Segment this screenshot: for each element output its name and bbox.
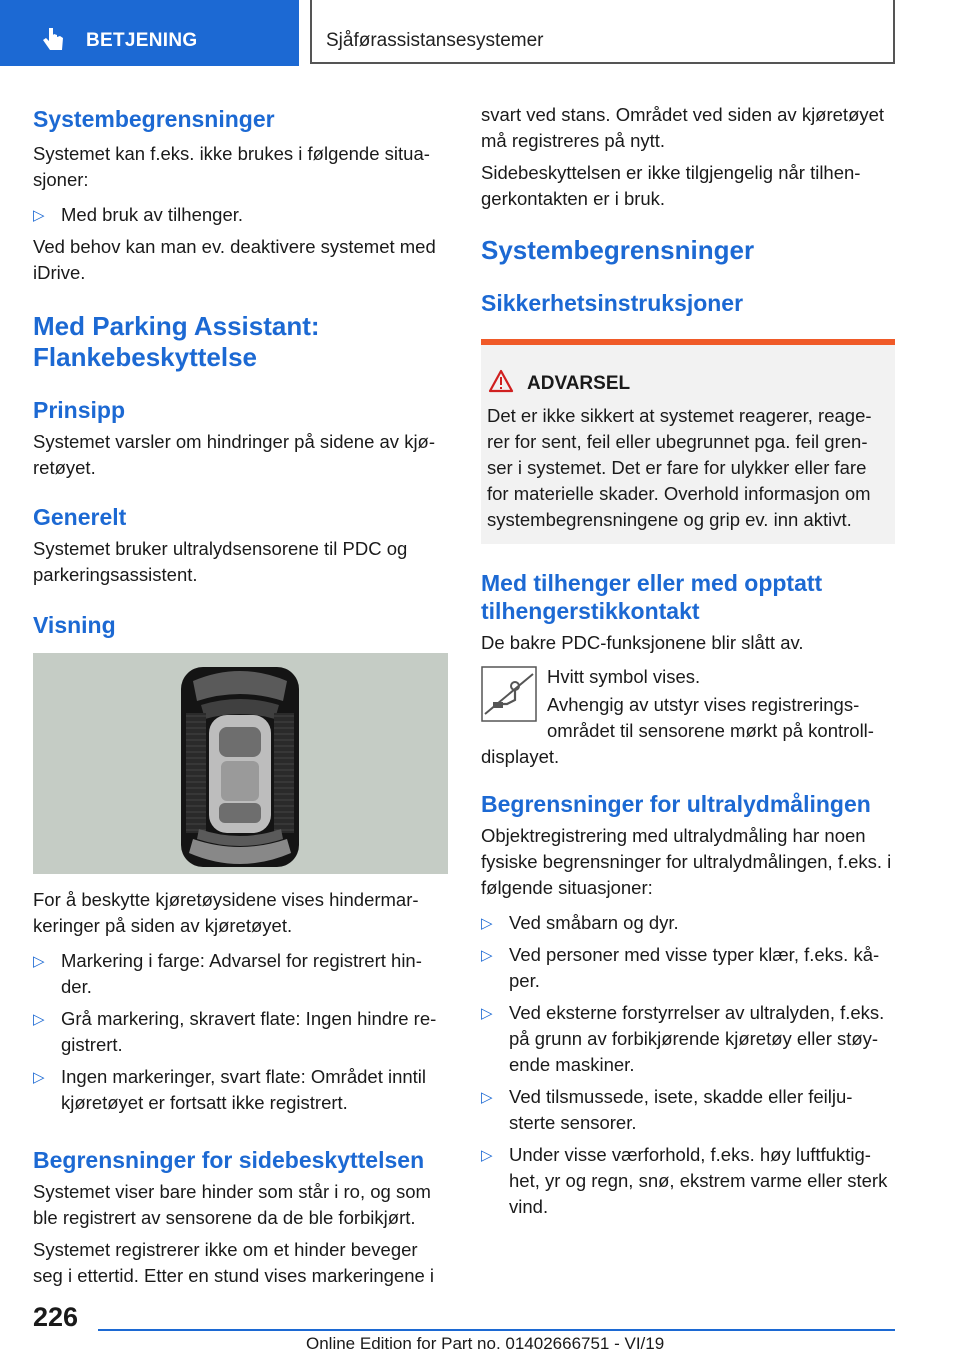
warning-box <box>481 339 895 544</box>
section-tab-label: BETJENING <box>86 30 198 51</box>
list-item-text: Ved eksterne forstyrrelser av ultralyden, f.eks. på grunn av forbikjørende kjøretøy eller støy-ende maskiner. <box>509 1002 885 1075</box>
heading-generelt: Generelt <box>33 504 127 530</box>
heading-systembegrensninger: Systembegrensninger <box>33 106 275 132</box>
list-item <box>33 1064 448 1116</box>
paragraph: Systemet bruker ultralydsensorene til PDC og parkeringsassistent. <box>33 538 408 585</box>
list-item-text: Ved småbarn og dyr. <box>509 912 679 933</box>
bullet-triangle-icon: ▷ <box>33 953 45 970</box>
heading-prinsipp: Prinsipp <box>33 397 126 423</box>
heading-parking-assistant <box>33 311 448 373</box>
list-item <box>33 1006 448 1058</box>
list-item <box>33 202 448 228</box>
paragraph: Hvitt symbol vises. <box>547 666 701 687</box>
list-item-text: Med bruk av tilhenger. <box>61 204 244 225</box>
page-number: 226 <box>33 1302 79 1332</box>
list-item <box>481 910 895 936</box>
list-item <box>481 1084 895 1136</box>
footer-divider <box>98 1329 895 1331</box>
chapter-title: Sjåførassistansesystemer <box>326 30 544 51</box>
list-item-text: Ingen markeringer, svart flate: Området inntil kjøretøyet er fortsatt ikke registrert. <box>61 1066 427 1113</box>
heading-visning: Visning <box>33 612 116 638</box>
paragraph: Avhengig av utstyr vises registrerings- <box>547 694 860 715</box>
left-column <box>33 100 448 1289</box>
heading-line: Flankebeskyttelse <box>33 342 258 372</box>
list-item <box>481 942 895 994</box>
paragraph: Objektregistrering med ultralydmåling har noen fysiske begrensninger for ultralydmålingen, f.eks. i følgende situasjoner: <box>481 825 892 898</box>
list-item-text: Ved tilsmussede, isete, skadde eller feilju-sterte sensorer. <box>509 1086 853 1133</box>
symbol-block <box>481 664 895 768</box>
trailer-hitch-icon <box>481 666 537 722</box>
warning-title: ADVARSEL <box>527 373 631 394</box>
heading-systembegrensninger: Systembegrensninger <box>481 235 755 265</box>
paragraph: Systemet viser bare hinder som står i ro, og som ble registrert av sensorene da de ble forbikjørt. <box>33 1181 431 1228</box>
bullet-triangle-icon: ▷ <box>481 1147 493 1164</box>
paragraph: Sidebeskyttelsen er ikke tilgjengelig når tilhen-gerkontakten er i bruk. <box>481 162 861 209</box>
car-display-illustration <box>33 653 448 874</box>
right-column <box>481 100 895 1220</box>
section-tab <box>0 0 299 66</box>
bullet-triangle-icon: ▷ <box>33 1069 45 1086</box>
heading-tilhenger <box>481 569 895 625</box>
heading-line: Med tilhenger eller med opptatt <box>481 570 823 596</box>
paragraph: For å beskytte kjøretøysidene vises hindermar-keringer på siden av kjøretøyet. <box>33 889 419 936</box>
bullet-triangle-icon: ▷ <box>481 1005 493 1022</box>
heading-sikkerhetsinstruksjoner: Sikkerhetsinstruksjoner <box>481 290 744 316</box>
list-item <box>481 1142 895 1220</box>
bullet-triangle-icon: ▷ <box>33 207 45 224</box>
list-item <box>33 948 448 1000</box>
bullet-triangle-icon: ▷ <box>33 1011 45 1028</box>
heading-line: Med Parking Assistant: <box>33 311 320 341</box>
list-item-text: Markering i farge: Advarsel for registrert hin-der. <box>61 950 422 997</box>
paragraph: området til sensorene mørkt på kontroll- <box>547 720 874 741</box>
paragraph: svart ved stans. Området ved siden av kjøretøyet må registreres på nytt. <box>481 104 885 151</box>
paragraph: Systemet registrerer ikke om et hinder beveger seg i ettertid. Etter en stund vises markeringene i <box>33 1239 435 1286</box>
list-item-text: Grå markering, skravert flate: Ingen hindre re-gistrert. <box>61 1008 437 1055</box>
hand-icon <box>40 26 66 54</box>
heading-begrensninger-sidebeskyttelse: Begrensninger for sidebeskyttelsen <box>33 1147 425 1173</box>
warning-text: Det er ikke sikkert at systemet reagerer, reage-rer for sent, feil eller ubegrunnet pga. feil gren-ser i systemet. Det er fare for ulykker eller fare for materielle skader. Overhold informasjon om systembegrensningene og grip ev. inn aktivt. <box>487 405 872 530</box>
paragraph: Ved behov kan man ev. deaktivere systemet med iDrive. <box>33 236 436 283</box>
heading-line: tilhengerstikkontakt <box>481 598 700 624</box>
flank-protection-figure <box>33 653 448 874</box>
paragraph: De bakre PDC-funksjonene blir slått av. <box>481 632 804 653</box>
paragraph: Systemet kan f.eks. ikke brukes i følgende situa-sjoner: <box>33 143 430 190</box>
chapter-header <box>310 0 895 64</box>
warning-triangle-icon <box>488 369 514 393</box>
heading-begrensninger-ultralyd: Begrensninger for ultralydmålingen <box>481 791 871 817</box>
paragraph: Systemet varsler om hindringer på sidene av kjø-retøyet. <box>33 431 436 478</box>
list-item-text: Under visse værforhold, f.eks. høy luftfuktig-het, yr og regn, snø, ekstrem varme eller sterk vind. <box>509 1144 888 1217</box>
bullet-triangle-icon: ▷ <box>481 915 493 932</box>
bullet-triangle-icon: ▷ <box>481 1089 493 1106</box>
paragraph: displayet. <box>481 746 560 767</box>
list-item-text: Ved personer med visse typer klær, f.eks. kå-per. <box>509 944 880 991</box>
list-item <box>481 1000 895 1078</box>
bullet-triangle-icon: ▷ <box>481 947 493 964</box>
footer-edition: Online Edition for Part no. 01402666751 - VI/19 <box>306 1334 665 1353</box>
